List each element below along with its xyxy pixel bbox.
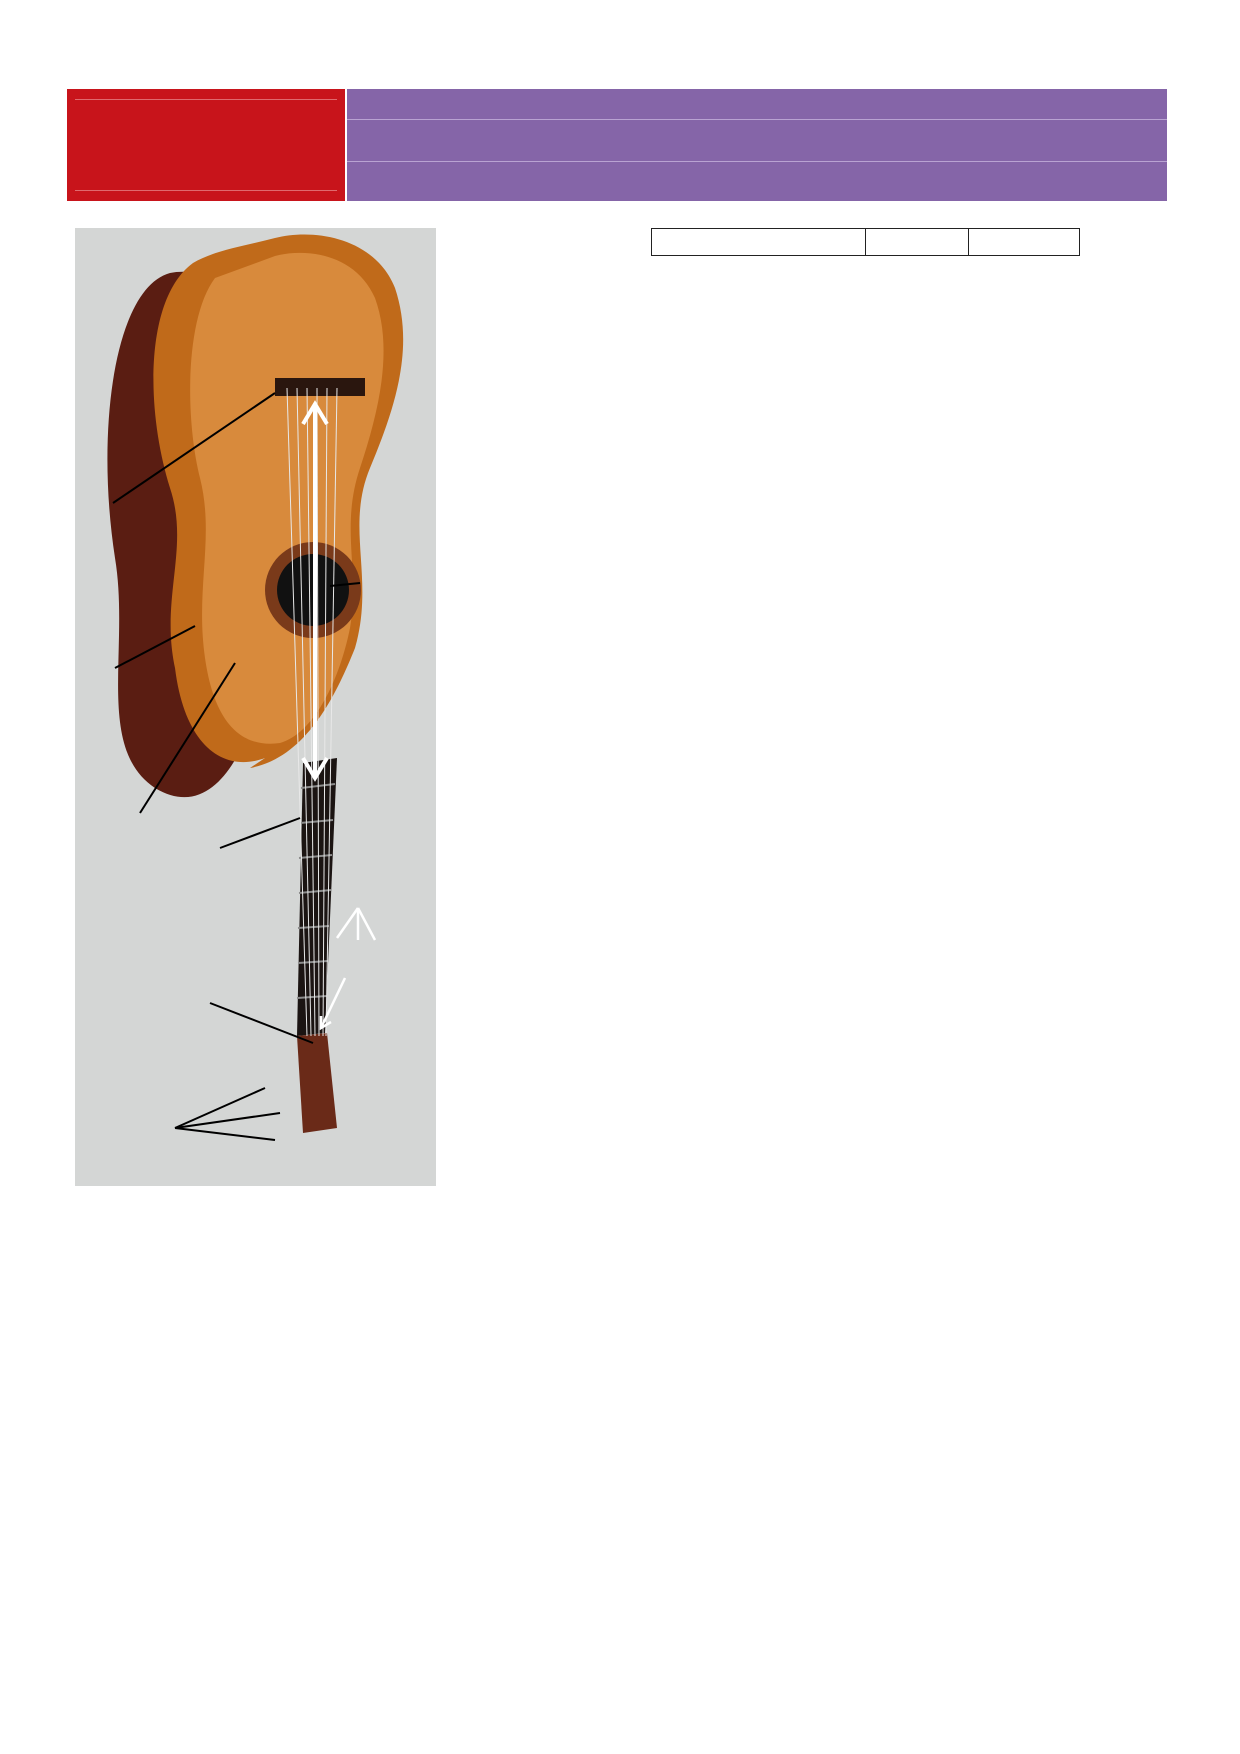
theme-box — [67, 89, 345, 201]
table-header-row — [652, 229, 1080, 256]
header-cell — [652, 229, 866, 256]
notes-table — [651, 228, 1080, 256]
fret-diagram — [662, 975, 1172, 1263]
header-cell — [866, 229, 969, 256]
header-cell — [969, 229, 1080, 256]
bridge — [275, 378, 365, 396]
title-box — [347, 89, 1167, 201]
guitar-photo — [75, 228, 436, 1186]
